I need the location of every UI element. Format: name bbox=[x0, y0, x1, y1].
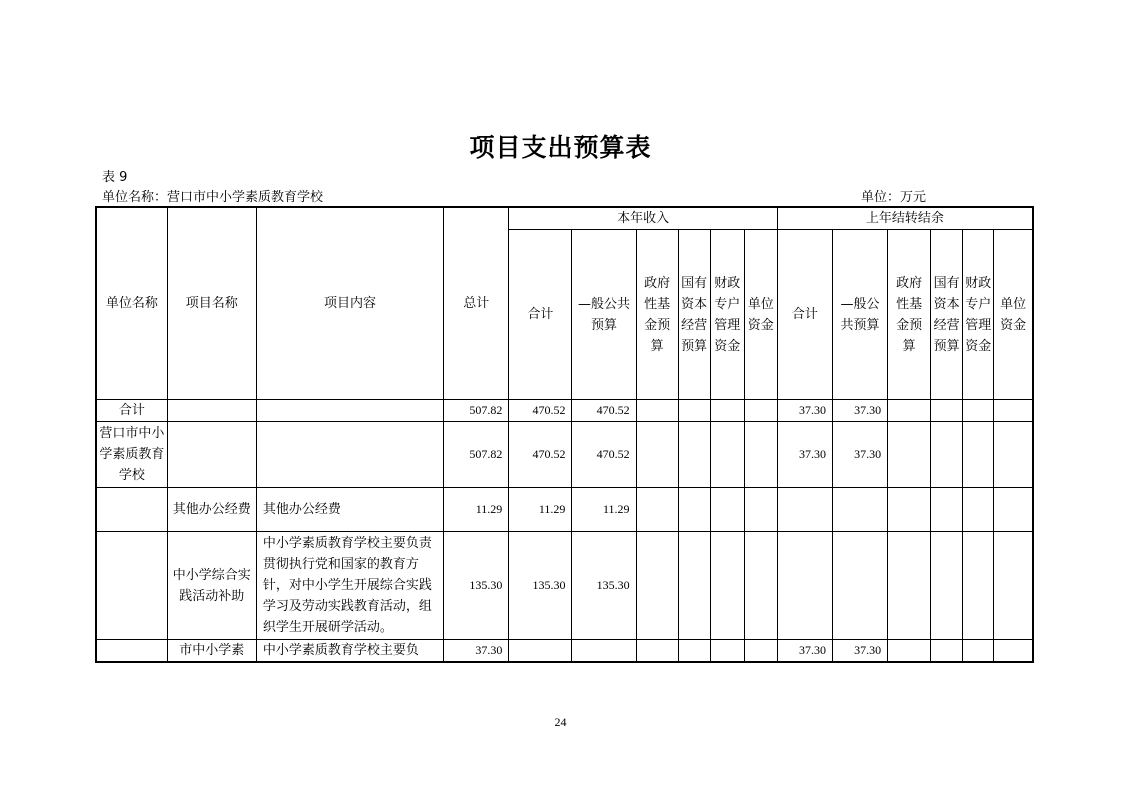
cell-c-unit bbox=[744, 422, 777, 488]
header-unit-name: 单位名称 bbox=[96, 207, 167, 400]
cell-c-unit bbox=[744, 400, 777, 422]
unit-name-label: 单位名称：营口市中小学素质教育学校 bbox=[102, 190, 324, 205]
cell-unit: 合计 bbox=[96, 400, 167, 422]
cell-p-capital bbox=[931, 400, 963, 422]
cell-c-capital bbox=[678, 400, 710, 422]
cell-p-unit bbox=[994, 532, 1033, 640]
cell-p-general bbox=[832, 488, 887, 532]
cell-project: 市中小学素 bbox=[167, 640, 256, 663]
cell-p-unit bbox=[994, 422, 1033, 488]
cell-c-special bbox=[710, 488, 744, 532]
cell-c-general: 135.30 bbox=[572, 532, 636, 640]
cell-c-unit bbox=[744, 640, 777, 663]
table-number: 表 9 bbox=[102, 170, 128, 185]
cell-p-capital bbox=[931, 640, 963, 663]
cell-p-general: 37.30 bbox=[832, 422, 887, 488]
header-sub: 政府性基金预算 bbox=[636, 230, 678, 400]
header-sub: —般公共预算 bbox=[832, 230, 887, 400]
cell-c-general: 470.52 bbox=[572, 400, 636, 422]
cell-c-special bbox=[710, 400, 744, 422]
cell-c-general bbox=[572, 640, 636, 663]
cell-p-unit bbox=[994, 400, 1033, 422]
cell-unit bbox=[96, 488, 167, 532]
cell-p-capital bbox=[931, 422, 963, 488]
cell-content: 中小学素质教育学校主要负 bbox=[256, 640, 443, 663]
cell-total: 135.30 bbox=[444, 532, 509, 640]
cell-total: 37.30 bbox=[444, 640, 509, 663]
unit-label: 单位：万元 bbox=[861, 190, 927, 205]
cell-c-total: 470.52 bbox=[509, 400, 572, 422]
cell-p-special bbox=[963, 640, 994, 663]
cell-content: 中小学素质教育学校主要负责贯彻执行党和国家的教育方针，对中小学生开展综合实践学习及劳动实践教育活动，组织学生开展研学活动。 bbox=[256, 532, 443, 640]
cell-project bbox=[167, 422, 256, 488]
cell-c-unit bbox=[744, 532, 777, 640]
cell-project: 中小学综合实践活动补助 bbox=[167, 532, 256, 640]
header-sub: 国有资本经营预算 bbox=[931, 230, 963, 400]
cell-c-fund bbox=[636, 640, 678, 663]
header-sub: 单位资金 bbox=[744, 230, 777, 400]
cell-content bbox=[256, 422, 443, 488]
cell-c-unit bbox=[744, 488, 777, 532]
cell-c-capital bbox=[678, 532, 710, 640]
cell-c-special bbox=[710, 422, 744, 488]
cell-project bbox=[167, 400, 256, 422]
cell-c-total: 135.30 bbox=[509, 532, 572, 640]
table-row bbox=[96, 640, 1033, 663]
cell-total: 11.29 bbox=[444, 488, 509, 532]
cell-c-fund bbox=[636, 488, 678, 532]
cell-p-total bbox=[777, 488, 832, 532]
cell-p-fund bbox=[888, 400, 931, 422]
cell-c-total: 11.29 bbox=[509, 488, 572, 532]
cell-unit bbox=[96, 640, 167, 663]
header-row-1 bbox=[96, 207, 1033, 230]
table-row bbox=[96, 488, 1033, 532]
header-sub: —般公共预算 bbox=[572, 230, 636, 400]
cell-p-fund bbox=[888, 488, 931, 532]
header-sub: 政府性基金预算 bbox=[888, 230, 931, 400]
header-sub: 财政专户管理资金 bbox=[963, 230, 994, 400]
header-sub: 国有资本经营预算 bbox=[678, 230, 710, 400]
cell-p-general: 37.30 bbox=[832, 400, 887, 422]
cell-total: 507.82 bbox=[444, 422, 509, 488]
cell-p-total bbox=[777, 532, 832, 640]
cell-p-special bbox=[963, 422, 994, 488]
cell-p-fund bbox=[888, 422, 931, 488]
cell-p-unit bbox=[994, 640, 1033, 663]
table-row bbox=[96, 532, 1033, 640]
cell-total: 507.82 bbox=[444, 400, 509, 422]
cell-p-special bbox=[963, 532, 994, 640]
header-sub: 单位资金 bbox=[994, 230, 1033, 400]
header-current-income: 本年收入 bbox=[509, 207, 778, 230]
cell-content bbox=[256, 400, 443, 422]
cell-p-general bbox=[832, 532, 887, 640]
cell-p-unit bbox=[994, 488, 1033, 532]
header-sub: 合计 bbox=[509, 230, 572, 400]
table-row bbox=[96, 400, 1033, 422]
cell-content: 其他办公经费 bbox=[256, 488, 443, 532]
cell-p-total: 37.30 bbox=[777, 422, 832, 488]
cell-p-capital bbox=[931, 488, 963, 532]
header-carryover: 上年结转结余 bbox=[777, 207, 1033, 230]
cell-c-fund bbox=[636, 400, 678, 422]
cell-c-capital bbox=[678, 488, 710, 532]
header-project-name: 项目名称 bbox=[167, 207, 256, 400]
header-sub: 合计 bbox=[777, 230, 832, 400]
cell-unit: 营口市中小学素质教育学校 bbox=[96, 422, 167, 488]
cell-c-capital bbox=[678, 640, 710, 663]
cell-p-special bbox=[963, 400, 994, 422]
cell-unit bbox=[96, 532, 167, 640]
cell-c-total: 470.52 bbox=[509, 422, 572, 488]
cell-c-fund bbox=[636, 422, 678, 488]
cell-p-general: 37.30 bbox=[832, 640, 887, 663]
cell-project: 其他办公经费 bbox=[167, 488, 256, 532]
cell-c-fund bbox=[636, 532, 678, 640]
cell-p-total: 37.30 bbox=[777, 640, 832, 663]
cell-p-total: 37.30 bbox=[777, 400, 832, 422]
header-sub: 财政专户管理资金 bbox=[710, 230, 744, 400]
cell-c-general: 11.29 bbox=[572, 488, 636, 532]
header-project-content: 项目内容 bbox=[256, 207, 443, 400]
cell-c-special bbox=[710, 640, 744, 663]
cell-c-general: 470.52 bbox=[572, 422, 636, 488]
header-total: 总计 bbox=[444, 207, 509, 400]
page-number: 24 bbox=[554, 715, 567, 729]
cell-c-capital bbox=[678, 422, 710, 488]
cell-p-fund bbox=[888, 532, 931, 640]
cell-c-special bbox=[710, 532, 744, 640]
cell-p-fund bbox=[888, 640, 931, 663]
cell-c-total bbox=[509, 640, 572, 663]
cell-p-special bbox=[963, 488, 994, 532]
cell-p-capital bbox=[931, 532, 963, 640]
table-row bbox=[96, 422, 1033, 488]
page-title: 项目支出预算表 bbox=[469, 133, 652, 162]
budget-table bbox=[95, 206, 1034, 663]
